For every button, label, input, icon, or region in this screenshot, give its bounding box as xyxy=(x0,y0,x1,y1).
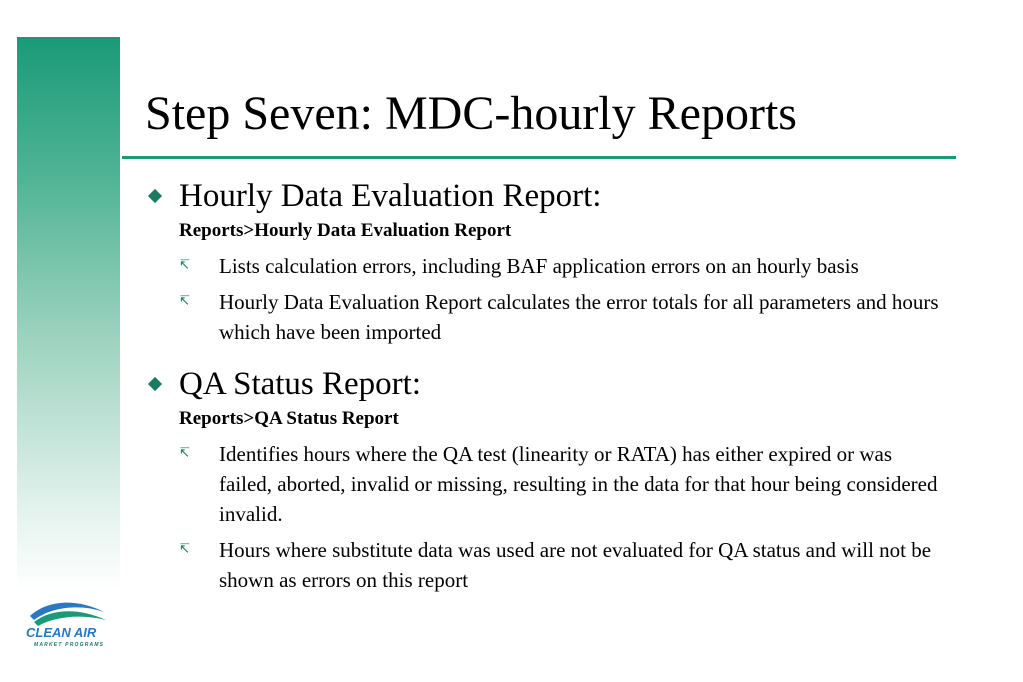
logo-title: CLEAN AIR xyxy=(26,625,97,640)
section-hourly-data-evaluation xyxy=(145,175,955,347)
side-gradient-bar xyxy=(17,37,120,590)
menu-path: Reports>QA Status Report xyxy=(179,408,399,429)
sub-bullet-item xyxy=(145,287,955,347)
section-heading: QA Status Report: xyxy=(179,366,422,402)
sub-bullet-item xyxy=(145,535,955,595)
sub-bullet-list xyxy=(145,439,955,595)
section-heading-row xyxy=(145,363,955,405)
slide-title: Step Seven: MDC-hourly Reports xyxy=(145,87,797,140)
sub-bullet-list xyxy=(145,251,955,347)
arrow-bullet-icon: ↸ xyxy=(179,542,190,557)
logo-subtitle: MARKET PROGRAMS xyxy=(34,642,105,648)
clean-air-logo xyxy=(22,596,112,652)
menu-path: Reports>Hourly Data Evaluation Report xyxy=(179,220,512,241)
arrow-bullet-icon: ↸ xyxy=(179,258,190,273)
diamond-bullet-icon xyxy=(145,363,179,405)
title-underline xyxy=(122,156,956,159)
section-heading-row xyxy=(145,175,955,217)
sub-bullet-text: Identifies hours where the QA test (linearity or RATA) has either expired or was failed, aborted, invalid or missing, resulting in the data for that hour being considered invalid. xyxy=(219,442,938,526)
sub-bullet-text: Hourly Data Evaluation Report calculates the error totals for all parameters and hours which have been imported xyxy=(219,290,939,344)
sub-bullet-text: Lists calculation errors, including BAF application errors on an hourly basis xyxy=(219,254,859,278)
slide-content xyxy=(145,175,955,601)
sub-bullet-text: Hours where substitute data was used are not evaluated for QA status and will not be shown as errors on this report xyxy=(219,538,932,592)
arrow-bullet-icon: ↸ xyxy=(179,446,190,461)
sub-bullet-item xyxy=(145,439,955,529)
section-heading: Hourly Data Evaluation Report: xyxy=(179,178,602,214)
section-qa-status xyxy=(145,363,955,595)
diamond-bullet-icon xyxy=(145,175,179,217)
arrow-bullet-icon: ↸ xyxy=(179,294,190,309)
sub-bullet-item xyxy=(145,251,955,281)
